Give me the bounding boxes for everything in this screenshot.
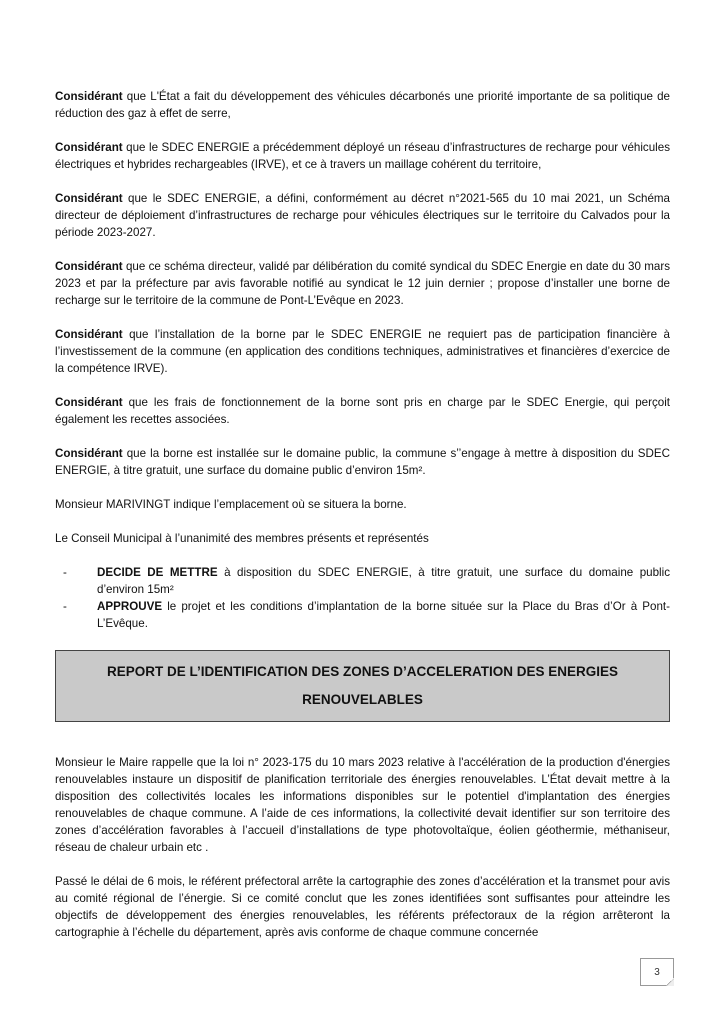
conseil-paragraph: Le Conseil Municipal à l’unanimité des membres présents et représentés	[55, 532, 429, 545]
decision-verb: APPROUVE	[97, 600, 163, 613]
considerant-text: que ce schéma directeur, validé par délibération du comité syndical du SDEC Energie en date du 30 mars 2023 et par la préfecture par avis favorable notifié au syndicat le 12 juin dernier ; propose d’installer une borne de recharge sur le territoire de la commune de Pont-L’Evêque en 2023.	[55, 260, 670, 307]
considerant-text: que les frais de fonctionnement de la borne sont pris en charge par le SDEC Energie, qui perçoit également les recettes associées.	[55, 396, 670, 426]
considerant-text: que le SDEC ENERGIE, a défini, conformément au décret n°2021-565 du 10 mai 2021, un Schéma directeur de déploiement d’infrastructures de recharge pour véhicules électriques sur le territoire du Calvados pour la période 2023-2027.	[55, 192, 670, 239]
considerant-label: Considérant	[55, 141, 123, 154]
considerant-text: que L'État a fait du développement des véhicules décarbonés une priorité importante de sa politique de réduction des gaz à effet de serre,	[55, 90, 670, 120]
considerant-paragraph	[55, 394, 670, 428]
decision-verb: DECIDE DE METTRE	[97, 566, 218, 579]
decision-text: à disposition du SDEC ENERGIE, à titre gratuit, une surface du domaine public d’environ 15m²	[97, 566, 671, 596]
considerant-paragraph	[55, 326, 670, 377]
decision-list	[55, 564, 670, 632]
report-paragraph: Passé le délai de 6 mois, le référent préfectoral arrête la cartographie des zones d’accélération et la transmet pour avis au comité régional de l’énergie. Si ce comité conclut que les zones identifiées sont suffisantes pour atteindre les objectifs de développement des énergies renouvelables, les référents préfectoraux de la région arrêteront la cartographie à l’échelle du département, après avis conforme de chaque commune concernée	[55, 875, 670, 939]
considerant-text: que la borne est installée sur le domaine public, la commune s’’engage à mettre à disposition du SDEC ENERGIE, à titre gratuit, une surface du domaine public d’environ 15m².	[55, 447, 670, 477]
considerant-paragraph	[55, 445, 670, 479]
report-paragraph: Monsieur le Maire rappelle que la loi n° 2023-175 du 10 mars 2023 relative à l'accélération de la production d'énergies renouvelables instaure un dispositif de planification territoriale des énergies renouvelables. L’État devait mettre à la disposition des collectivités locales les informations disponibles sur le potentiel d'implantation des énergies renouvelables de chaque commune. A l’aide de ces informations, la collectivité devait identifier sur son territoire des zones d’accélération favorables à l’accueil d’installations de type photovoltaïque, éolien géothermie, méthaniseur, réseau de chaleur urbain etc .	[55, 756, 670, 854]
decision-text: le projet et les conditions d’implantation de la borne située sur la Place du Bras d’Or à Pont-L’Evêque.	[97, 600, 670, 630]
considerant-paragraph	[55, 139, 670, 173]
section-heading-box	[55, 650, 670, 722]
considerant-label: Considérant	[55, 192, 123, 205]
considerant-label: Considérant	[55, 396, 123, 409]
section-title-line1: REPORT DE L’IDENTIFICATION DES ZONES D’ACCELERATION DES ENERGIES	[106, 664, 619, 679]
dash-bullet: -	[63, 566, 67, 579]
considerant-paragraph	[55, 88, 670, 122]
dash-bullet: -	[63, 600, 67, 613]
marivingt-paragraph: Monsieur MARIVINGT indique l’emplacement où se situera la borne.	[55, 498, 407, 511]
considerant-text: que le SDEC ENERGIE a précédemment déployé un réseau d’infrastructures de recharge pour véhicules électriques et hybrides rechargeables (IRVE), et ce à travers un maillage cohérent du territoire,	[55, 141, 670, 171]
considerant-text: que l’installation de la borne par le SDEC ENERGIE ne requiert pas de participation financière à l’investissement de la commune (en application des conditions techniques, administratives et financières d’exercice de la compétence IRVE).	[55, 328, 670, 375]
document-page	[55, 88, 670, 958]
considerant-label: Considérant	[55, 260, 123, 273]
considerant-paragraph	[55, 190, 670, 241]
considerant-label: Considérant	[55, 90, 123, 103]
considerant-label: Considérant	[55, 328, 123, 341]
section-title-line2: RENOUVELABLES	[302, 692, 423, 707]
considerant-label: Considérant	[55, 447, 123, 460]
page-number: 3	[640, 958, 674, 986]
decision-item	[55, 564, 670, 598]
decision-item	[55, 598, 670, 632]
considerant-paragraph	[55, 258, 670, 309]
